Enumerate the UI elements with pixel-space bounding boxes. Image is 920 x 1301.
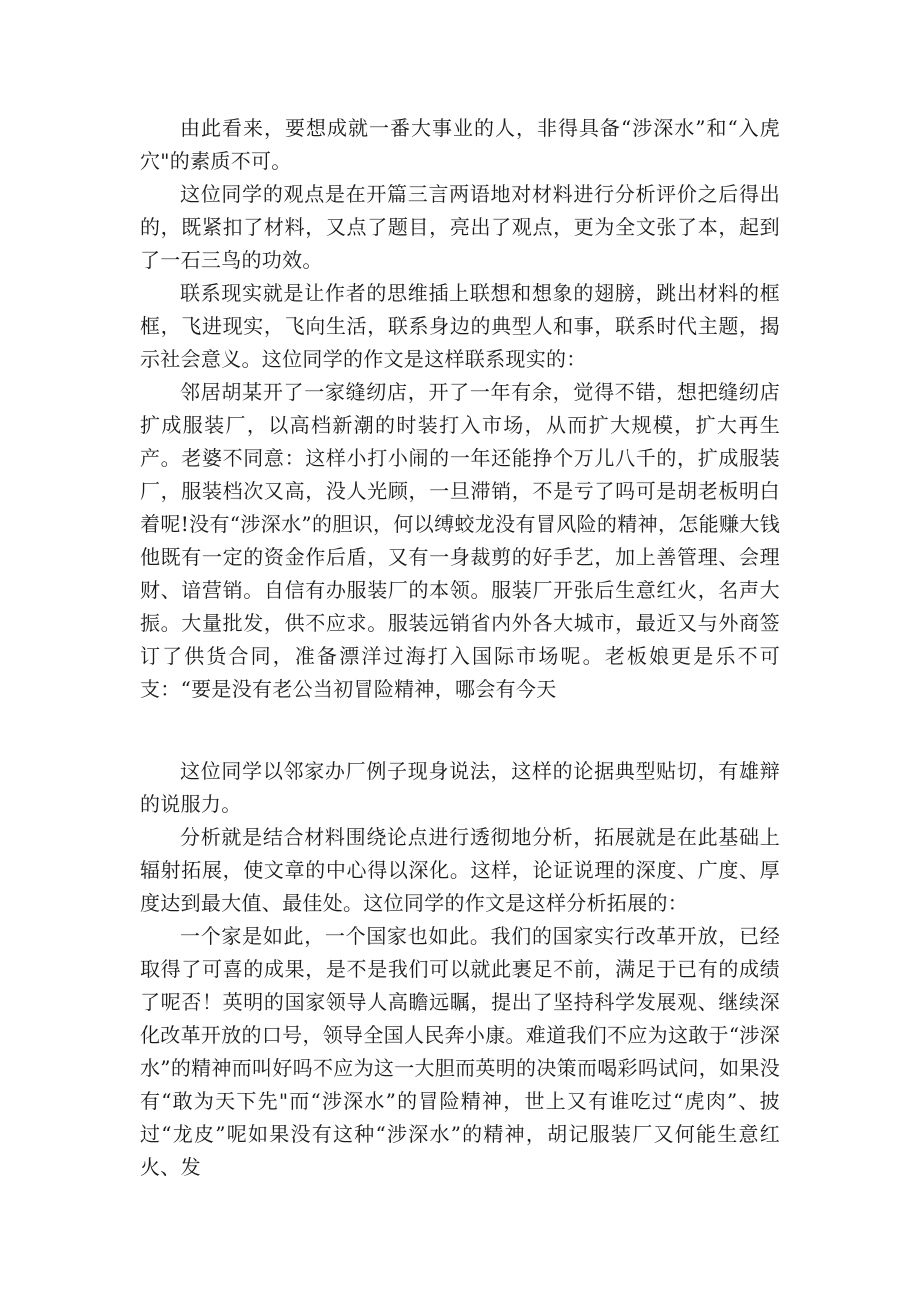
document-body — [140, 112, 780, 1184]
paragraph-example-comment: 这位同学以邻家办厂例子现身说法，这样的论据典型贴切，有雄辩的说服力。 — [140, 759, 780, 816]
paragraph-gap — [140, 706, 780, 755]
paragraph-conclusion: 由此看来，要想成就一番大事业的人，非得具备“涉深水”和“入虎穴"的素质不可。 — [140, 116, 780, 173]
paragraph-viewpoint-comment: 这位同学的观点是在开篇三言两语地对材料进行分析评价之后得出的，既紧扣了材料，又点了题目，亮出了观点，更为全文张了本，起到了一石三鸟的功效。 — [140, 182, 780, 272]
paragraph-analysis-method: 分析就是结合材料围绕论点进行透彻地分析，拓展就是在此基础上辐射拓展，使文章的中心得以深化。这样，论证说理的深度、广度、厚度达到最大值、最佳处。这位同学的作文是这样分析拓展的： — [140, 825, 780, 915]
paragraph-link-reality: 联系现实就是让作者的思维插上联想和想象的翅膀，跳出材料的框框，飞进现实，飞向生活，联系身边的典型人和事，联系时代主题，揭示社会意义。这位同学的作文是这样联系现实的： — [140, 281, 780, 371]
paragraph-neighbor-example: 邻居胡某开了一家缝纫店，开了一年有余，觉得不错，想把缝纫店扩成服装厂，以高档新潮的时装打入市场，从而扩大规模，扩大再生产。老婆不同意：这样小打小闹的一年还能挣个万儿八千的，扩成服装厂，服装档次又高，没人光顾，一旦滞销，不是亏了吗可是胡老板明白着呢!没有“涉深水”的胆识，何以缚蛟龙没有冒风险的精神，怎能赚大钱他既有一定的资金作后盾，又有一身裁剪的好手艺，加上善管理、会理财、谙营销。自信有办服装厂的本领。服装厂开张后生意红火，名声大振。大量批发，供不应求。服装远销省内外各大城市，最近又与外商签订了供货合同，准备漂洋过海打入国际市场呢。老板娘更是乐不可支：“要是没有老公当初冒险精神，哪会有今天 — [140, 380, 780, 701]
paragraph-nation-analysis: 一个家是如此，一个国家也如此。我们的国家实行改革开放，已经取得了可喜的成果，是不是我们可以就此裹足不前，满足于已有的成绩了呢否！英明的国家领导人高瞻远瞩，提出了坚持科学发展观、继续深化改革开放的口号，领导全国人民奔小康。难道我们不应为这敢于“涉深水”的精神而叫好吗不应为这一大胆而英明的决策而喝彩吗试问，如果没有“敢为天下先"而“涉深水”的冒险精神，世上又有谁吃过“虎肉”、披过“龙皮”呢如果没有这种“涉深水”的精神，胡记服装厂又何能生意红火、发 — [140, 924, 780, 1179]
